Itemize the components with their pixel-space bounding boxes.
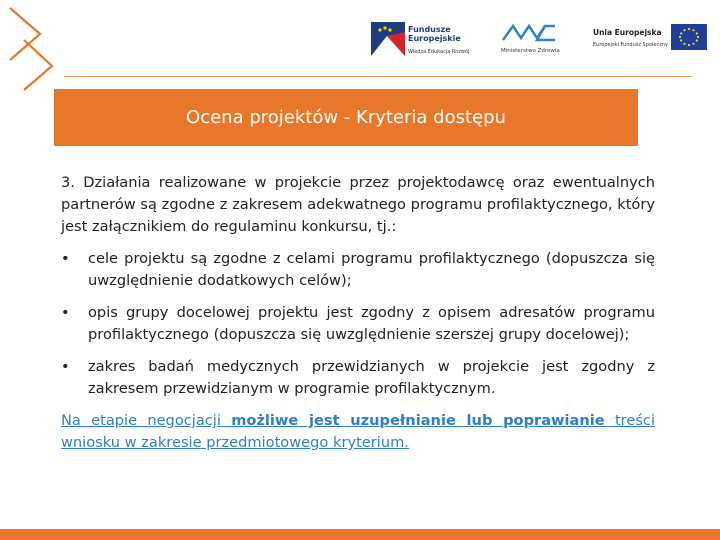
- bullet-icon: •: [61, 358, 70, 375]
- title-banner: [54, 89, 638, 146]
- note-emphasis: możliwe jest uzupełnianie lub poprawianie: [231, 412, 605, 429]
- fe-subtitle: Wiedza Edukacja Rozwój: [408, 49, 470, 55]
- fe-flag-icon: [371, 22, 405, 56]
- ue-subtitle: Europejski Fundusz Społeczny: [593, 42, 668, 48]
- mz-wave-icon: [499, 20, 559, 46]
- mz-subtitle: Ministerstwo Zdrowia: [501, 48, 560, 54]
- corner-arrow-decoration: [0, 0, 62, 92]
- logo-bar: [365, 14, 715, 64]
- footer-bar: [0, 529, 720, 540]
- eu-flag-icon: [671, 24, 707, 50]
- criteria-list: [61, 248, 655, 400]
- slide-title: Ocena projektów - Kryteria dostępu: [186, 107, 506, 128]
- list-item: [61, 302, 655, 346]
- bullet-icon: •: [61, 304, 70, 321]
- ue-name: Unia Europejska: [593, 28, 662, 37]
- ministerstwo-zdrowia-logo: [499, 20, 563, 60]
- intro-paragraph: 3. Działania realizowane w projekcie przez projektodawcę oraz ewentualnych partnerów są zgodne z zakresem adekwatnego programu profilaktycznego, który jest załącznikiem do regulaminu konkursu, tj.:: [61, 174, 655, 235]
- note-text-2: treści wniosku w zakresie przedmiotowego kryterium.: [61, 412, 656, 451]
- note-text-1: Na etapie negocjacji: [61, 412, 232, 429]
- fundusze-europejskie-logo: [371, 20, 491, 60]
- list-item-text: zakres badań medycznych przewidzianych w projekcie jest zgodny z zakresem przewidzianym w programie profilaktycznym.: [88, 358, 655, 397]
- list-item-text: cele projektu są zgodne z celami programu profilaktycznego (dopuszcza się uwzględnienie dodatkowych celów);: [88, 250, 655, 289]
- negotiation-note: [61, 410, 655, 454]
- list-item: [61, 356, 655, 400]
- unia-europejska-logo: [591, 22, 711, 58]
- slide-content: [61, 172, 655, 454]
- bullet-icon: •: [61, 250, 70, 267]
- header-divider: [64, 76, 692, 77]
- fe-line2: Europejskie: [408, 34, 461, 43]
- fe-line1: Fundusze: [408, 25, 451, 34]
- list-item: [61, 248, 655, 292]
- list-item-text: opis grupy docelowej projektu jest zgodny z opisem adresatów programu profilaktycznego (dopuszcza się uwzględnienie szerszej grupy docelowej);: [88, 304, 655, 343]
